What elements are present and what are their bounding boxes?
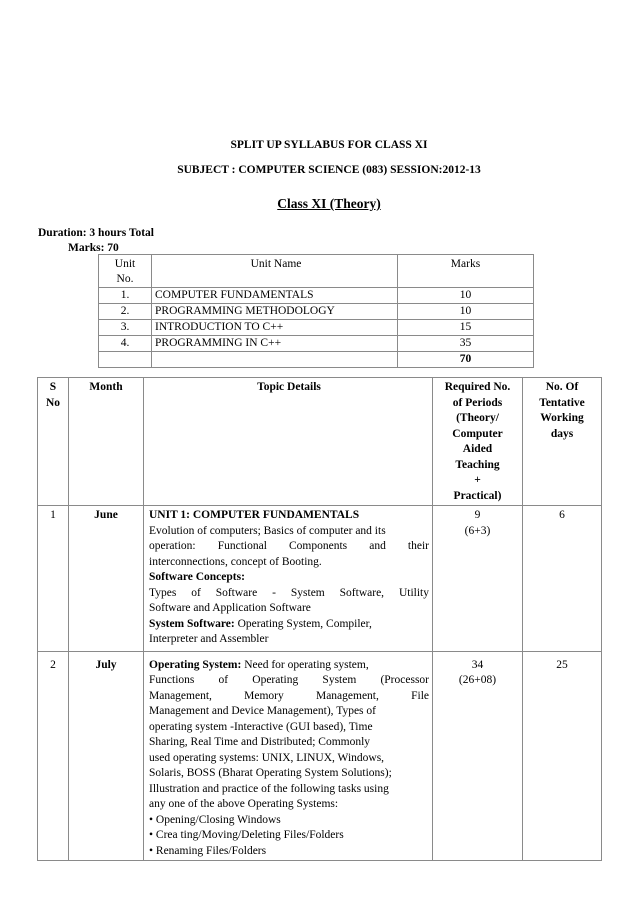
- table-row: [99, 336, 534, 352]
- topic-details: Operating System: Need for operating system, Functions of Operating System (Processor Management, Memory Management, File Management and Device Management), Types of operating system -Interactive (GUI based), Time Sharing, Real Time and Distributed; Commonly used operating systems: UNIX, LINUX, Windows, Solaris, BOSS (Bharat Operating System Solutions); Illustration and practice of the following tasks using any one of the above Operating Systems: • Opening/Closing Windows • Crea ting/Moving/Deleting Files/Folders • Renaming Files/Folders: [144, 651, 433, 861]
- row-days: 6: [523, 506, 602, 652]
- subject-line: SUBJECT : COMPUTER SCIENCE (083) SESSION:2012-13: [177, 164, 481, 176]
- topic-schedule-table: [37, 377, 602, 861]
- topic-header: Topic Details: [144, 378, 433, 506]
- days-header: No. Of Tentative Working days: [523, 378, 602, 506]
- duration-text: Duration: 3 hours Total: [38, 227, 154, 239]
- marks-header: Marks: [398, 255, 534, 288]
- row-days: 25: [523, 651, 602, 861]
- unit-marks: 10: [398, 304, 534, 320]
- topic-details: UNIT 1: COMPUTER FUNDAMENTALS Evolution of computers; Basics of computer and its operation: Functional Components and their interconnections, concept of Booting. Software Concepts: Types of Software - System Software, Utility Software and Application Software System Software: Operating System, Compiler, Interpreter and Assembler: [144, 506, 433, 652]
- unit-marks: 15: [398, 320, 534, 336]
- row-periods: 9 (6+3): [433, 506, 523, 652]
- unit-name: COMPUTER FUNDAMENTALS: [152, 288, 398, 304]
- table-header-row: [99, 255, 534, 288]
- periods-header: Required No. of Periods (Theory/ Computer Aided Teaching + Practical): [433, 378, 523, 506]
- unit-no: 3.: [99, 320, 152, 336]
- unit-name: PROGRAMMING METHODOLOGY: [152, 304, 398, 320]
- row-sno: 1: [38, 506, 69, 652]
- row-periods: 34 (26+08): [433, 651, 523, 861]
- total-row: [99, 352, 534, 368]
- unit-name-header: Unit Name: [152, 255, 398, 288]
- unit-name: INTRODUCTION TO C++: [152, 320, 398, 336]
- row-month: June: [69, 506, 144, 652]
- class-title: Class XI (Theory): [277, 196, 381, 211]
- total-marks-text: Marks: 70: [68, 242, 119, 254]
- table-row: [99, 304, 534, 320]
- row-sno: 2: [38, 651, 69, 861]
- table-header-row: [38, 378, 602, 506]
- total-marks: 70: [398, 352, 534, 368]
- unit-name: PROGRAMMING IN C++: [152, 336, 398, 352]
- table-row: [99, 320, 534, 336]
- table-row: [38, 506, 602, 652]
- unit-no: 2.: [99, 304, 152, 320]
- unit-no: 4.: [99, 336, 152, 352]
- unit-heading: UNIT 1: COMPUTER FUNDAMENTALS: [149, 509, 360, 521]
- unit-no: 1.: [99, 288, 152, 304]
- table-row: [38, 651, 602, 861]
- unit-marks: 35: [398, 336, 534, 352]
- table-row: [99, 288, 534, 304]
- month-header: Month: [69, 378, 144, 506]
- row-month: July: [69, 651, 144, 861]
- unit-no-header: Unit No.: [99, 255, 152, 288]
- unit-marks-table: [98, 254, 534, 368]
- document-title: SPLIT UP SYLLABUS FOR CLASS XI: [230, 139, 428, 151]
- unit-marks: 10: [398, 288, 534, 304]
- sno-header: S No: [38, 378, 69, 506]
